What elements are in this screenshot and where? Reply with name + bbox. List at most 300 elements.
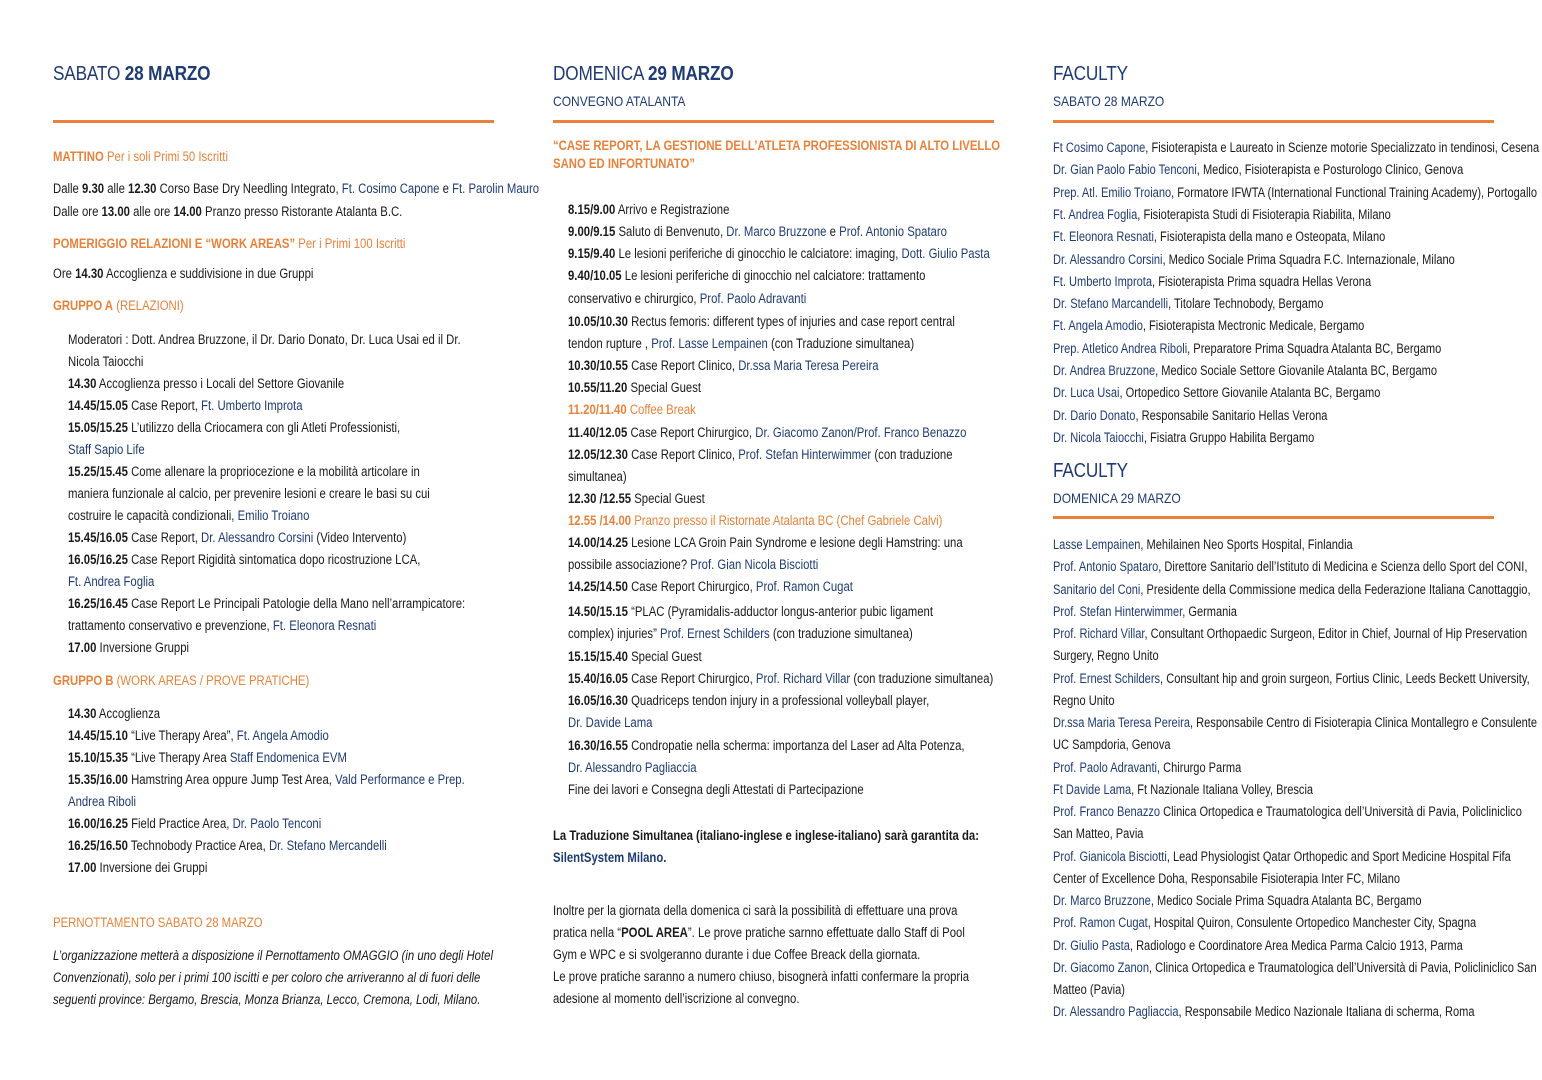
speaker-name: Prof. Lasse Lempainen [651, 336, 768, 351]
schedule-row [568, 781, 864, 799]
schedule-row [568, 401, 696, 419]
title-day: DOMENICA [553, 63, 644, 85]
speaker-name: Prof. Richard Villar [755, 671, 851, 686]
faculty-desc: , Fisioterapista della mano e Osteopata, Milano [1153, 229, 1386, 245]
gruppo-b-label: GRUPPO B [53, 673, 114, 688]
text: Accoglienza e suddivisione in due Gruppi [105, 266, 314, 281]
case-report-heading: “CASE REPORT, LA GESTIONE DELL’ATLETA PROFESSIONISTA DI ALTO LIVELLO [553, 138, 1001, 153]
faculty-entry [1053, 295, 1323, 313]
schedule-row [568, 737, 965, 755]
faculty-desc: , Chirurgo Parma [1156, 759, 1242, 775]
time: 11.40/12.05 [568, 425, 628, 440]
schedule-row [568, 648, 702, 666]
faculty-entry [1053, 139, 1539, 157]
text: Condropatie nella scherma: importanza del Laser ad Alta Potenza, [631, 738, 965, 753]
text: Coffee Break [629, 402, 696, 417]
faculty-desc: , Fisioterapista Prima squadra Hellas Verona [1152, 273, 1372, 289]
faculty-entry [1053, 848, 1511, 866]
time: 16.30/16.55 [568, 738, 628, 753]
faculty-name: Dr. Alessandro Corsini [1053, 251, 1163, 267]
text: Case Report Chirurgico, [631, 579, 753, 594]
traduzione-text: La Traduzione Simultanea (italiano-inglese e inglese-italiano) sarà garantita da: [553, 828, 979, 843]
ore-row [53, 265, 313, 283]
faculty-desc: , Medico, Fisioterapista e Posturologo Clinico, Genova [1196, 162, 1464, 178]
schedule-row [68, 419, 400, 437]
faculty-name: Ft. Andrea Foglia [1053, 206, 1138, 222]
inoltre-text: Gym e WPC e si svolgeranno durante i due Coffee Breack della giornata. [553, 947, 921, 962]
speaker-name: Emilio Troiano [237, 508, 310, 523]
faculty-name: Dr. Marco Bruzzone [1053, 893, 1151, 908]
faculty-name: Prof. Richard Villar [1053, 626, 1145, 641]
text: possibile associazione? [568, 557, 688, 572]
text: alle ore [133, 204, 171, 219]
gruppo-a-heading [53, 297, 184, 315]
inoltre-text [553, 924, 965, 942]
schedule-row [568, 245, 990, 263]
faculty-entry [1053, 161, 1463, 179]
time: 17.00 [68, 860, 97, 875]
faculty-entry [1053, 647, 1159, 665]
time: 14.30 [75, 266, 104, 281]
schedule-row [68, 507, 309, 525]
gruppo-a-label: GRUPPO A [53, 298, 114, 313]
text: e [829, 224, 836, 239]
faculty-entry [1053, 692, 1115, 710]
text: “PLAC (Pyramidalis-adductor longus-anterior pubic ligament [631, 604, 933, 619]
faculty-entry [1053, 803, 1522, 821]
title-day: SABATO [53, 63, 121, 85]
schedule-row [568, 692, 929, 710]
moderatori-line-1: Moderatori : Dott. Andrea Bruzzone, il Dr. Dario Donato, Dr. Luca Usai ed il Dr. [68, 332, 461, 347]
schedule-row [68, 771, 465, 789]
faculty-entry [1053, 362, 1437, 380]
text: trattamento conservativo e prevenzione, [68, 618, 270, 633]
faculty-desc: , Medico Sociale Settore Giovanile Atalanta BC, Bergamo [1155, 363, 1437, 378]
faculty-entry [1053, 714, 1537, 732]
faculty-subtitle: DOMENICA 29 MARZO [1053, 490, 1181, 506]
schedule-row [68, 617, 376, 635]
text: conservativo e chirurgico, [568, 291, 697, 306]
faculty-entry [1053, 625, 1527, 643]
time: 13.00 [101, 204, 130, 219]
text: Fine dei lavori e Consegna degli Attestati di Partecipazione [568, 782, 864, 797]
text: Inversione Gruppi [99, 640, 190, 655]
time: 16.00/16.25 [68, 816, 128, 831]
text: Quadriceps tendon injury in a professional volleyball player, [631, 693, 930, 708]
faculty-entry [1053, 825, 1143, 843]
faculty-name: Dr. Alessandro Pagliaccia [1053, 1004, 1179, 1020]
faculty-name: Sanitario del Coni [1053, 581, 1141, 597]
time: 12.30 [128, 181, 157, 196]
section-divider [1053, 516, 1494, 519]
faculty-name: Lasse Lempainen [1053, 537, 1141, 552]
time: 15.15/15.40 [568, 649, 628, 664]
faculty-name: Ft Cosimo Capone [1053, 140, 1146, 155]
faculty-name: Dr. Luca Usai [1053, 385, 1120, 401]
faculty-desc: , Hospital Quiron, Consulente Ortopedico Manchester City, Spagna [1147, 915, 1477, 931]
section-divider [1053, 120, 1494, 123]
time: 15.45/16.05 [68, 530, 128, 545]
faculty-desc: , Responsabile Centro di Fisioterapia Clinica Montallegro e Consulente [1189, 715, 1538, 730]
schedule-row [68, 595, 465, 613]
time: 14.00 [173, 204, 202, 219]
faculty-entry [1053, 273, 1371, 291]
faculty-entry [1053, 781, 1313, 799]
text: Case Report Chirurgico, [630, 425, 753, 440]
moderatori-line-2: Nicola Taiocchi [68, 354, 144, 369]
faculty-entry [1053, 340, 1441, 358]
section-divider [553, 120, 994, 123]
faculty-name: Prep. Atl. Emilio Troiano [1053, 184, 1172, 200]
time: 16.05/16.25 [68, 552, 128, 567]
time: 14.25/14.50 [568, 579, 628, 594]
faculty-entry [1053, 959, 1537, 977]
faculty-entry [1053, 937, 1463, 955]
inoltre-text: Le prove pratiche saranno a numero chiuso, bisognerà infatti confermare la propria [553, 969, 970, 984]
text: Special Guest [630, 380, 702, 395]
text: Case Report Rigidità sintomatica dopo ricostruzione LCA, [131, 552, 421, 567]
sabato-title [53, 63, 210, 86]
faculty-entry [1053, 1003, 1475, 1021]
text: Case Report, [131, 530, 198, 545]
time: 9.40/10.05 [568, 268, 622, 283]
schedule-row [568, 313, 955, 331]
text: Ore [53, 266, 72, 281]
schedule-row [68, 749, 347, 767]
time: 14.30 [68, 706, 97, 721]
text: “Live Therapy Area [131, 750, 227, 765]
faculty-name: Ft. Umberto Improta [1053, 273, 1153, 289]
traduzione-provider: SilentSystem Milano. [553, 850, 667, 865]
faculty-name: Prof. Franco Benazzo [1053, 804, 1161, 819]
domenica-title [553, 63, 734, 86]
mattino-note: Per i soli Primi 50 Iscritti [106, 149, 228, 164]
text: Field Practice Area, [131, 816, 230, 831]
text: Case Report Le Principali Patologie della Mano nell’arrampicatore: [131, 596, 466, 611]
schedule-row [568, 512, 942, 530]
text: Case Report Chirurgico, [631, 671, 753, 686]
pernottamento-heading: PERNOTTAMENTO SABATO 28 MARZO [53, 915, 263, 930]
text: L’utilizzo della Criocamera con gli Atleti Professionisti, [131, 420, 401, 435]
time: 16.05/16.30 [568, 693, 628, 708]
speaker-name: Ft. Cosimo Capone [341, 181, 440, 196]
time: 12.05/12.30 [568, 447, 628, 462]
speaker-name: Dr. Paolo Tenconi [232, 816, 322, 831]
schedule-row [568, 267, 925, 285]
faculty-name: Dr. Stefano Marcandelli [1053, 296, 1169, 312]
mattino-row-1: Dalle 9.30 alle 12.30 Corso Base Dry Needling Integrato, Ft. Cosimo Capone e Ft. Parolin Mauro [53, 181, 540, 196]
faculty-desc: , Clinica Ortopedica e Traumatologica dell’Università di Pavia, Policliniclico San [1148, 959, 1537, 975]
faculty-entry [1053, 407, 1327, 425]
faculty-entry [1053, 558, 1527, 576]
schedule-row [568, 534, 963, 552]
faculty-entry [1053, 384, 1380, 402]
faculty-desc: , Fisioterapista e Laureato in Scienze motorie Specializzato in tendinosi, Cesena [1145, 140, 1540, 155]
faculty-entry [1053, 429, 1314, 447]
schedule-row [568, 759, 697, 777]
schedule-row [568, 223, 947, 241]
schedule-row [68, 551, 420, 569]
schedule-row [68, 397, 303, 415]
schedule-row [68, 837, 387, 855]
text: Le lesioni periferiche di ginocchio nel calciatore: trattamento [624, 268, 926, 283]
faculty-name: Dr. Nicola Taiocchi [1053, 429, 1144, 445]
time: 14.30 [68, 376, 97, 391]
mattino-heading [53, 148, 228, 166]
faculty-desc: , Responsabile Sanitario Hellas Verona [1135, 407, 1328, 423]
faculty-desc: Center of Excellence Doha, Responsabile Fisioterapia Inter FC, Milano [1053, 870, 1401, 886]
schedule-row [568, 335, 914, 353]
faculty-desc: , Formatore IFWTA (International Functional Training Academy), Portogallo [1171, 184, 1538, 200]
time: 15.05/15.25 [68, 420, 128, 435]
faculty-desc: Matteo (Pavia) [1053, 982, 1125, 997]
faculty-name: Prof. Ernest Schilders [1053, 670, 1161, 686]
schedule-row [568, 603, 933, 621]
mattino-row-2 [53, 203, 402, 221]
mattino-label: MATTINO [53, 149, 104, 164]
pomeriggio-note: Per i Primi 100 Iscritti [298, 236, 406, 251]
text: Case Report Clinico, [631, 358, 736, 373]
text: costruire le capacità condizionali, [68, 508, 235, 523]
speaker-name: Prof. Ramon Cugat [755, 579, 853, 594]
pomeriggio-label: POMERIGGIO RELAZIONI E “WORK AREAS” [53, 236, 296, 251]
time: 9.15/9.40 [568, 246, 616, 261]
text: e [442, 181, 449, 196]
text: Le lesioni periferiche di ginocchio le calciatore: imaging, [618, 246, 899, 261]
inoltre-text: adesione al momento dell’iscrizione al convegno. [553, 991, 800, 1006]
faculty-desc: , Titolare Technobody, Bergamo [1168, 296, 1324, 312]
speaker-name: Ft. Parolin Mauro [452, 181, 540, 196]
text: tendon rupture , [568, 336, 649, 351]
faculty-desc: , Fisioterapista Studi di Fisioterapia Riabilita, Milano [1137, 206, 1391, 222]
faculty-desc: UC Sampdoria, Genova [1053, 737, 1171, 753]
time: 15.25/15.45 [68, 464, 128, 479]
faculty-title: FACULTY [1053, 460, 1128, 482]
faculty-desc: , Direttore Sanitario dell’Istituto di Medicina e Scienza dello Sport del CONI, [1158, 559, 1528, 575]
faculty-desc: , Fisiatra Gruppo Habilita Bergamo [1143, 429, 1315, 445]
faculty-desc: , Mehilainen Neo Sports Hospital, Finlandia [1140, 537, 1353, 552]
gruppo-b-heading [53, 672, 309, 690]
text: Saluto di Benvenuto, [618, 224, 724, 239]
time: 10.30/10.55 [568, 358, 628, 373]
text: (Video Intervento) [316, 530, 407, 545]
speaker-name: Ft. Eleonora Resnati [272, 618, 377, 633]
speaker-name: Dott. Giulio Pasta [901, 246, 990, 261]
speaker-name: Prof. Stefan Hinterwimmer [738, 447, 872, 462]
text: pratica nella “ [553, 925, 622, 940]
faculty-desc: , Medico Sociale Prima Squadra F.C. Internazionale, Milano [1162, 251, 1455, 267]
faculty-name: Prep. Atletico Andrea Riboli [1053, 340, 1188, 356]
text: Dalle ore [53, 204, 99, 219]
time: 17.00 [68, 640, 97, 655]
faculty-desc: , Lead Physiologist Qatar Orthopedic and Sport Medicine Hospital Fifa [1166, 848, 1511, 864]
faculty-desc: Clinica Ortopedica e Traumatologica dell’Università di Pavia, Policliniclico [1160, 804, 1522, 819]
faculty-name: Prof. Gianicola Bisciotti [1053, 848, 1167, 864]
time: 15.40/16.05 [568, 671, 628, 686]
faculty-desc: , Consultant Orthopaedic Surgeon, Editor in Chief, Journal of Hip Preservation [1144, 626, 1528, 641]
gruppo-a-note: (RELAZIONI) [116, 298, 184, 313]
speaker-name: Prof. Paolo Adravanti [699, 291, 807, 306]
time: 10.05/10.30 [568, 314, 628, 329]
speaker-name: Prof. Antonio Spataro [839, 224, 947, 239]
faculty-name: Prof. Stefan Hinterwimmer [1053, 603, 1183, 619]
text: Accoglienza [98, 706, 161, 721]
faculty-entry [1053, 603, 1237, 621]
text: Technobody Practice Area, [130, 838, 266, 853]
speaker-name: Dr.ssa Maria Teresa Pereira [738, 358, 879, 373]
faculty-desc: , Fisioterapista Mectronic Medicale, Bergamo [1142, 318, 1365, 334]
text: “Live Therapy Area”, [131, 728, 234, 743]
faculty-desc: , Germania [1182, 603, 1237, 619]
text: ”. Le prove pratiche sarnno effettuate dallo Staff di Pool [687, 925, 965, 940]
speaker-name: Staff Endomenica EVM [229, 750, 347, 765]
schedule-row [568, 670, 993, 688]
pool-area-label: POOL AREA [621, 925, 688, 940]
text: Rectus femoris: different types of injuries and case report central [631, 314, 955, 329]
faculty-desc: , Preparatore Prima Squadra Atalanta BC, Bergamo [1187, 340, 1442, 356]
time: 12.55 /14.00 [568, 513, 632, 528]
faculty-desc: , Radiologo e Coordinatore Area Medica Parma Calcio 1913, Parma [1129, 937, 1463, 953]
faculty-desc: , Presidente della Commissione medica della Federazione Italiana Canottaggio, [1140, 581, 1531, 597]
time: 14.45/15.10 [68, 728, 128, 743]
speaker-name: Ft. Angela Amodio [236, 728, 329, 743]
time: 9.30 [81, 181, 105, 196]
faculty-desc: , Ft Nazionale Italiana Volley, Brescia [1131, 781, 1314, 797]
schedule-row [568, 714, 652, 732]
title-date: 28 MARZO [124, 63, 211, 85]
faculty-entry [1053, 914, 1476, 932]
schedule-row [568, 201, 729, 219]
speaker-name: Andrea Riboli [68, 794, 137, 809]
speaker-name: Dr. Davide Lama [568, 715, 653, 730]
faculty-entry [1053, 317, 1364, 335]
faculty-entry [1053, 892, 1422, 910]
text: (con Traduzione simultanea) [771, 336, 915, 351]
faculty-name: Dr. Gian Paolo Fabio Tenconi [1053, 162, 1197, 178]
faculty-entry [1053, 228, 1385, 246]
pernottamento-text: seguenti province: Bergamo, Brescia, Monza Brianza, Lecco, Cremona, Lodi, Milano. [53, 992, 481, 1007]
faculty-entry [1053, 736, 1171, 754]
time: 14.45/15.05 [68, 398, 128, 413]
schedule-row [568, 468, 627, 486]
speaker-name: Dr. Marco Bruzzone [726, 224, 827, 239]
text: Come allenare la propriocezione e la mobilità articolare in [131, 464, 420, 479]
faculty-name: Ft. Angela Amodio [1053, 318, 1143, 334]
schedule-row [568, 556, 818, 574]
text: Lesione LCA Groin Pain Syndrome e lesione degli Hamstring: una [631, 535, 963, 550]
faculty-desc: , Responsabile Medico Nazionale Italiana di scherma, Roma [1178, 1004, 1475, 1020]
faculty-entry [1053, 981, 1125, 999]
faculty-name: Prof. Paolo Adravanti [1053, 759, 1157, 775]
faculty-entry [1053, 670, 1530, 688]
speaker-name: Dr. Alessandro Corsini [201, 530, 314, 545]
speaker-name: Ft. Andrea Foglia [68, 574, 155, 589]
schedule-row [568, 578, 853, 596]
faculty-entry [1053, 870, 1400, 888]
pernottamento-text: L’organizzazione metterà a disposizione il Pernottamento OMAGGIO (in uno degli Hotel [53, 948, 493, 963]
speaker-name: Dr. Giacomo Zanon/Prof. Franco Benazzo [755, 425, 967, 440]
text: Case Report Clinico, [631, 447, 736, 462]
schedule-row [568, 357, 879, 375]
section-divider [53, 120, 494, 123]
faculty-desc: , Ortopedico Settore Giovanile Atalanta BC, Bergamo [1119, 385, 1381, 401]
faculty-desc: , Medico Sociale Prima Squadra Atalanta BC, Bergamo [1150, 893, 1422, 908]
faculty-entry [1053, 581, 1531, 599]
faculty-desc: Surgery, Regno Unito [1053, 648, 1159, 664]
pernottamento-text: Convenzionati), solo per i primi 100 iscitti e per coloro che arriveranno al di fuori delle [53, 970, 481, 985]
time: 16.25/16.45 [68, 596, 128, 611]
time: 15.10/15.35 [68, 750, 128, 765]
faculty-name: Dr. Giacomo Zanon [1053, 959, 1149, 975]
text: complex) injuries” [568, 626, 657, 641]
faculty-subtitle: SABATO 28 MARZO [1053, 93, 1165, 109]
text: Pranzo presso il Ristornate Atalanta BC (Chef Gabriele Calvi) [634, 513, 943, 528]
schedule-row [568, 625, 913, 643]
time: 12.30 /12.55 [568, 491, 632, 506]
title-date: 29 MARZO [647, 63, 734, 85]
text: Arrivo e Registrazione [617, 202, 730, 217]
faculty-name: Dr. Andrea Bruzzone [1053, 363, 1156, 378]
faculty-name: Ft. Eleonora Resnati [1053, 229, 1154, 245]
inoltre-text: Inoltre per la giornata della domenica ci sarà la possibilità di effettuare una prova [553, 903, 958, 918]
faculty-name: Dr. Giulio Pasta [1053, 937, 1130, 953]
schedule-row [68, 815, 321, 833]
faculty-entry [1053, 184, 1537, 202]
faculty-desc: , Consultant hip and groin surgeon, Fortius Clinic, Leeds Beckett University, [1160, 670, 1530, 686]
text: (con traduzione simultanea) [853, 671, 994, 686]
faculty-name: Prof. Ramon Cugat [1053, 915, 1148, 931]
faculty-entry [1053, 251, 1455, 269]
faculty-title: FACULTY [1053, 63, 1128, 85]
gruppo-b-note: (WORK AREAS / PROVE PRATICHE) [116, 673, 310, 688]
schedule-row [68, 859, 207, 877]
faculty-name: Dr. Dario Donato [1053, 407, 1136, 423]
case-report-heading: SANO ED INFORTUNATO” [553, 156, 695, 171]
schedule-row [68, 727, 329, 745]
schedule-row [568, 446, 953, 464]
schedule-row [68, 639, 189, 657]
speaker-name: Ft. Umberto Improta [201, 398, 303, 413]
text: Special Guest [634, 491, 705, 506]
schedule-row [68, 529, 406, 547]
text: simultanea) [568, 469, 627, 484]
text: Corso Base Dry Needling Integrato, [159, 181, 339, 196]
text: (con traduzione [874, 447, 953, 462]
faculty-entry [1053, 536, 1353, 554]
speaker-name: Vald Performance e Prep. [335, 772, 465, 787]
schedule-text: maniera funzionale al calcio, per prevenire lesioni e creare le basi su cui [68, 486, 430, 501]
text: Inversione dei Gruppi [99, 860, 208, 875]
schedule-row [568, 290, 806, 308]
time: 14.00/14.25 [568, 535, 628, 550]
speaker-name: Dr. Alessandro Pagliaccia [568, 760, 697, 775]
schedule-row [568, 490, 705, 508]
schedule-row [568, 424, 966, 442]
text: Hamstring Area oppure Jump Test Area, [131, 772, 332, 787]
faculty-entry [1053, 759, 1241, 777]
time: 9.00/9.15 [568, 224, 616, 239]
faculty-name: Prof. Antonio Spataro [1053, 559, 1159, 575]
speaker-name: Prof. Gian Nicola Bisciotti [690, 557, 819, 572]
schedule-row [68, 705, 160, 723]
text: Case Report, [131, 398, 198, 413]
faculty-name: Dr.ssa Maria Teresa Pereira [1053, 715, 1190, 730]
speaker-name: Dr. Stefano Mercandelli [268, 838, 387, 853]
faculty-entry [1053, 206, 1391, 224]
speaker-name: Staff Sapio Life [68, 442, 145, 457]
text: Accoglienza presso i Locali del Settore Giovanile [98, 376, 345, 391]
faculty-name: Ft Davide Lama [1053, 781, 1132, 797]
